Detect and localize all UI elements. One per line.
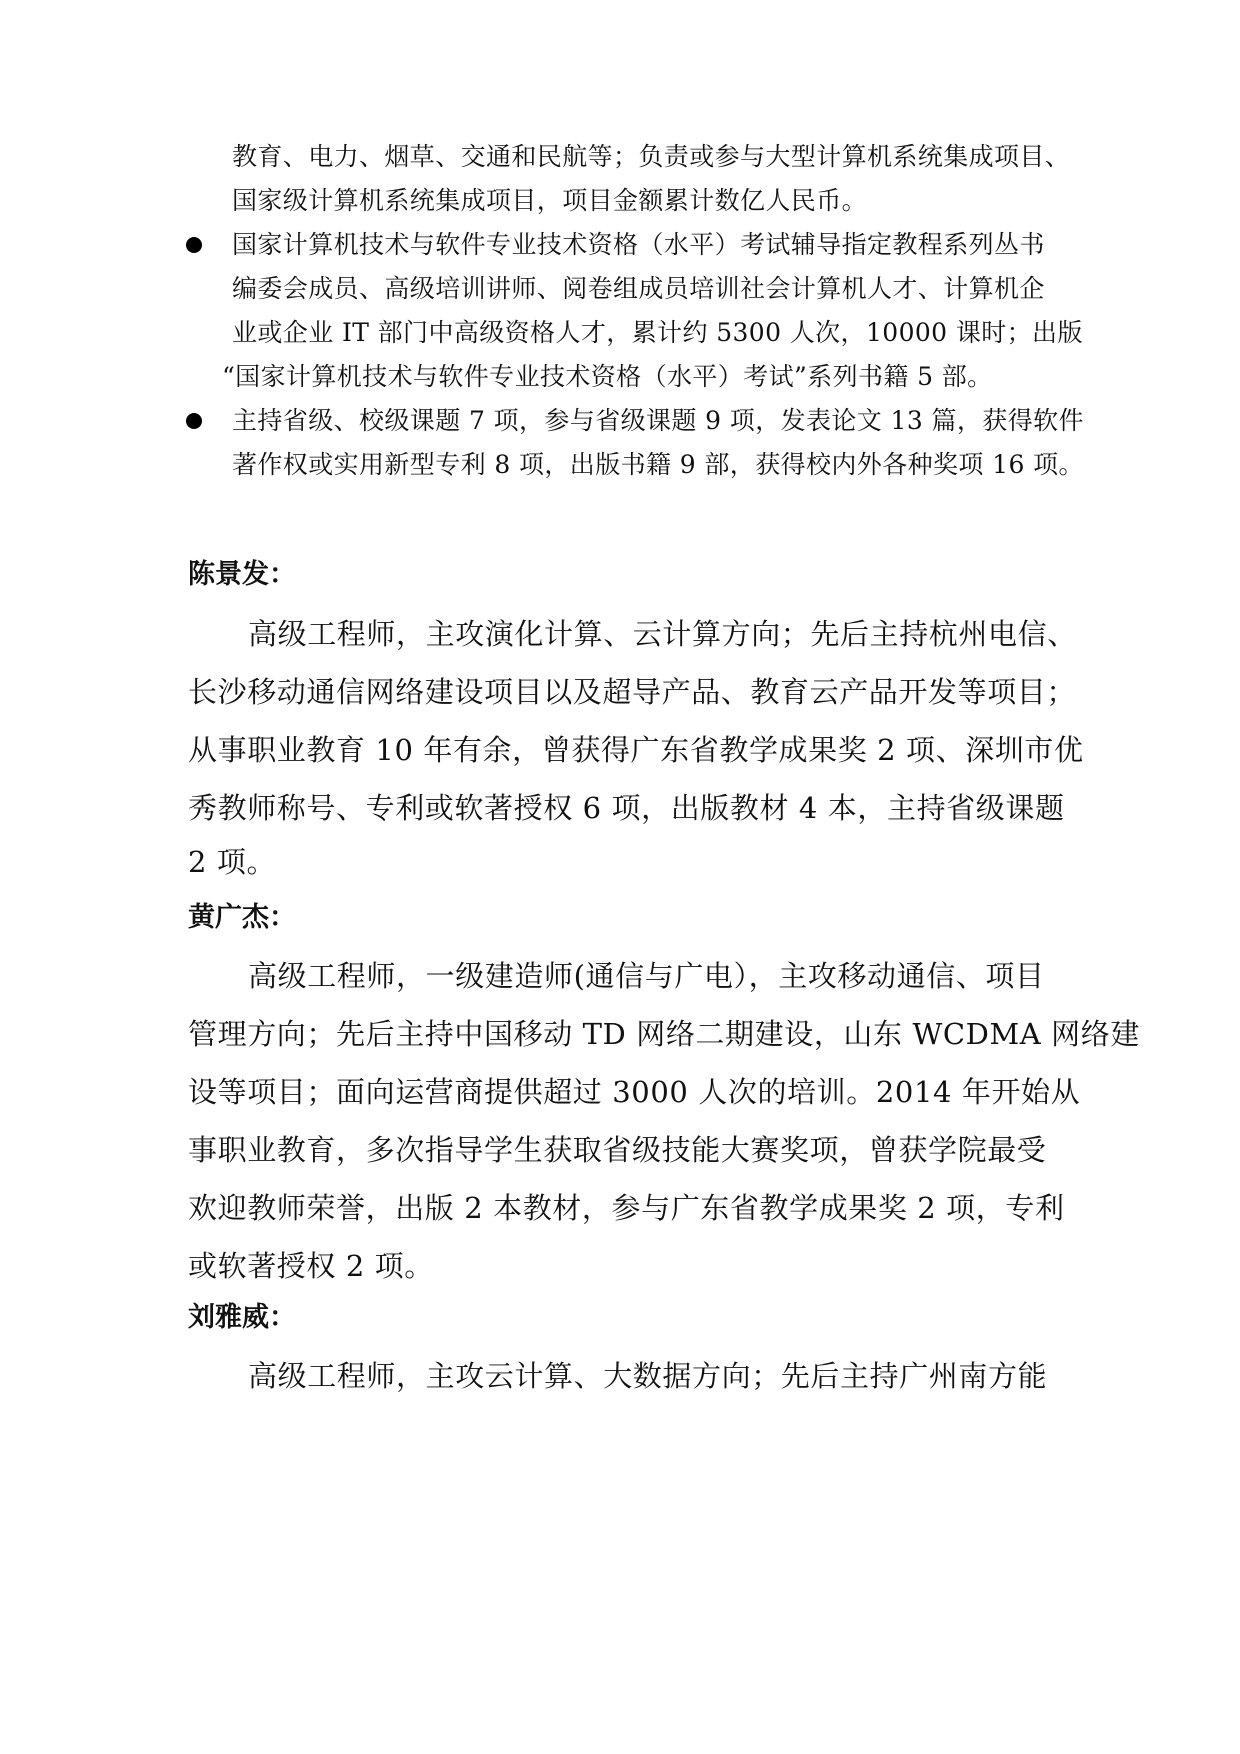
bullet-line: “国家计算机技术与软件专业技术资格（水平）考试”系列书籍 5 部。 [222,362,993,391]
bullet-dot-icon [186,413,202,429]
person-bio-line: 设等项目；面向运营商提供超过 3000 人次的培训。2014 年开始从 [188,1075,1081,1109]
person-bio-line: 高级工程师，一级建造师(通信与广电），主攻移动通信、项目 [248,959,1045,993]
bullet-dot-icon [186,237,202,253]
person-bio-line: 长沙移动通信网络建设项目以及超导产品、教育云产品开发等项目； [188,675,1077,709]
person-name-heading: 黄广杰： [188,902,296,933]
person-bio-line: 从事职业教育 10 年有余，曾获得广东省教学成果奖 2 项、深圳市优 [188,733,1084,767]
bullet-line: 主持省级、校级课题 7 项，参与省级课题 9 项，发表论文 13 篇，获得软件 [232,406,1084,435]
person-bio-line: 事职业教育，多次指导学生获取省级技能大赛奖项，曾获学院最受 [188,1133,1047,1167]
continuation-line: 国家级计算机系统集成项目，项目金额累计数亿人民币。 [232,186,868,215]
person-name-heading: 陈景发： [188,559,296,590]
person-bio-line: 或软著授权 2 项。 [188,1249,434,1283]
continuation-line: 教育、电力、烟草、交通和民航等；负责或参与大型计算机系统集成项目、 [232,142,1071,171]
bullet-line: 业或企业 IT 部门中高级资格人才，累计约 5300 人次，10000 课时；出版 [232,318,1083,347]
person-bio-line: 高级工程师，主攻演化计算、云计算方向；先后主持杭州电信、 [248,617,1077,651]
bullet-line: 著作权或实用新型专利 8 项，出版书籍 9 部，获得校内外各种奖项 16 项。 [232,450,1084,479]
person-bio-line: 2 项。 [188,845,277,879]
person-bio-line: 管理方向；先后主持中国移动 TD 网络二期建设，山东 WCDMA 网络建 [188,1017,1140,1051]
person-name-heading: 刘雅威： [188,1302,296,1333]
bullet-line: 编委会成员、高级培训讲师、阅卷组成员培训社会计算机人才、计算机企 [232,274,1045,303]
person-bio-line: 秀教师称号、专利或软著授权 6 项，出版教材 4 本，主持省级课题 [188,791,1065,825]
person-bio-line: 高级工程师，主攻云计算、大数据方向；先后主持广州南方能 [248,1359,1048,1393]
bullet-line: 国家计算机技术与软件专业技术资格（水平）考试辅导指定教程系列丛书 [232,230,1045,259]
person-bio-line: 欢迎教师荣誉，出版 2 本教材，参与广东省教学成果奖 2 项，专利 [188,1191,1065,1225]
